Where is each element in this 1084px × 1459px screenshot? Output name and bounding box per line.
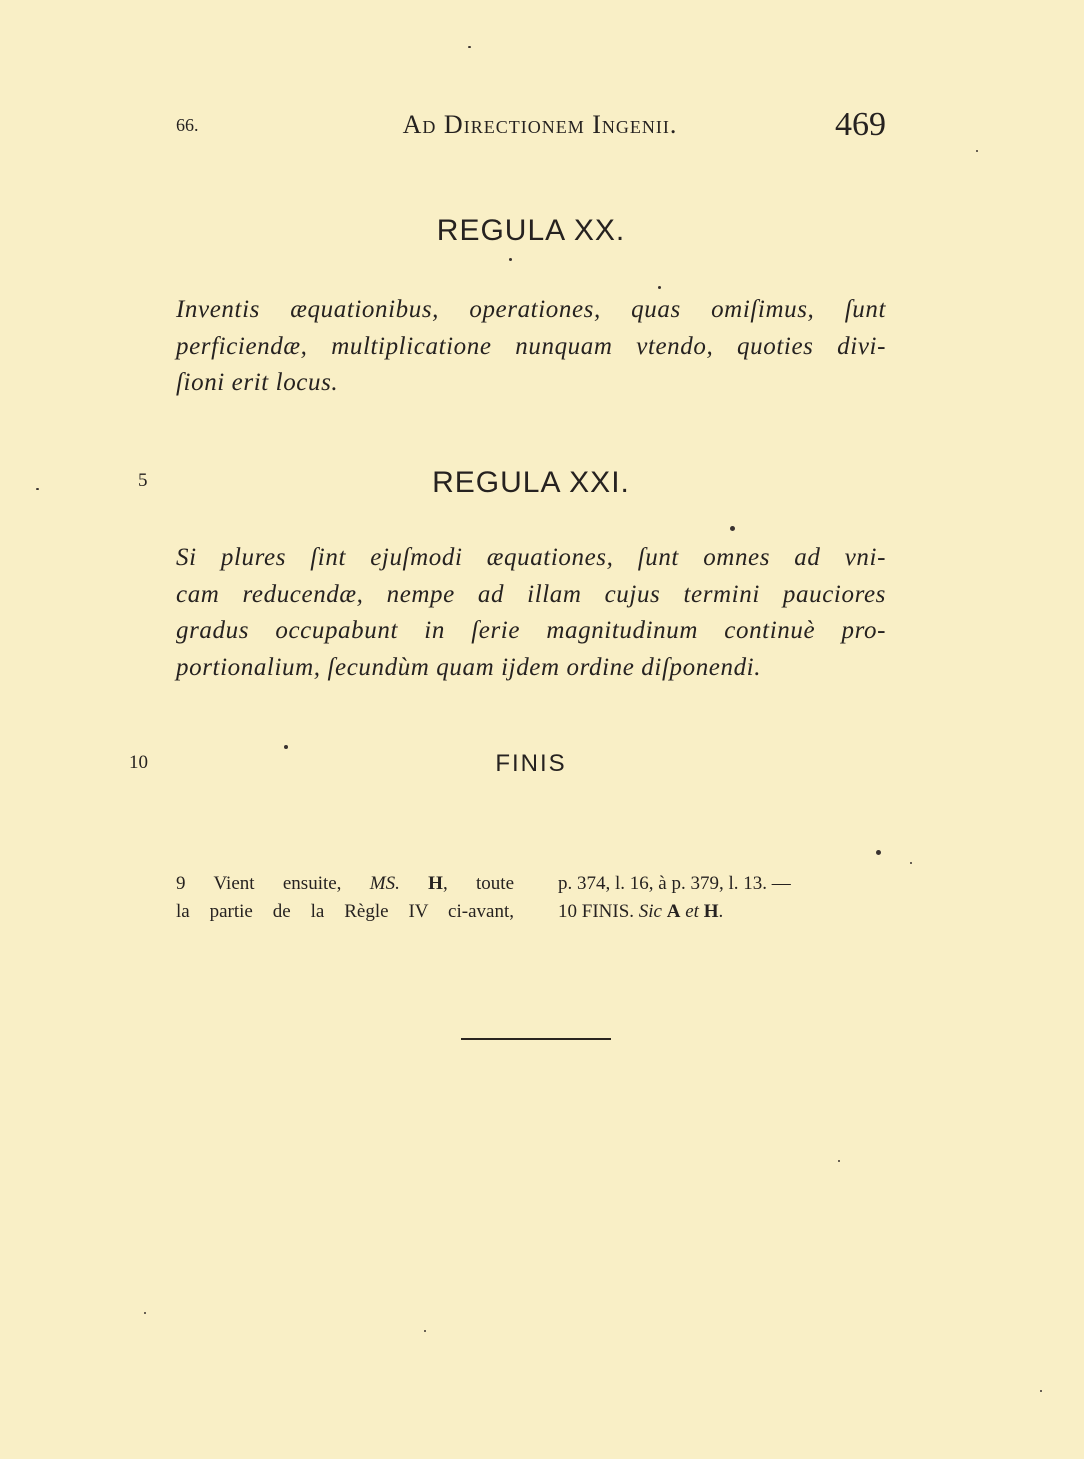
text-line: Inventis æquationibus, operationes, quas omiſimus, ſunt — [176, 296, 886, 323]
rule-heading-21: REGULA XXI. — [432, 466, 630, 499]
line-number-10: 10 — [129, 752, 148, 773]
scan-speck — [730, 526, 735, 531]
line-number-5: 5 — [138, 470, 148, 491]
footnote-line — [176, 870, 514, 898]
closing-rule — [461, 1038, 611, 1040]
rule-heading-20: REGULA XX. — [436, 214, 626, 247]
header-left-mark: 66. — [176, 115, 199, 135]
scan-speck — [876, 850, 881, 855]
footnote-line: p. 374, l. 16, à p. 379, l. 13. — — [558, 873, 791, 894]
ms-abbrev: MS. — [369, 873, 400, 894]
text-line: ſioni erit locus. — [176, 369, 339, 396]
running-title: Ad Directionem Ingenii. — [402, 110, 678, 139]
scan-speck — [1040, 1390, 1042, 1392]
text-line: Si plures ſint ejuſmodi æquationes, ſunt omnes ad vni- — [176, 544, 886, 571]
sic-word: Sic — [638, 901, 662, 922]
footnote-text: , toute — [442, 873, 515, 894]
text-line: portionalium, ſecundùm quam ijdem ordine diſponendi. — [176, 653, 762, 681]
page-number: 469 — [835, 106, 886, 143]
scan-speck — [976, 150, 978, 152]
text-line: cam reducendæ, nempe ad illam cujus termini pauciores — [176, 580, 886, 608]
finis-heading: FINIS — [495, 750, 567, 777]
footnote-line: la partie de la Règle IV ci-avant, — [176, 901, 514, 922]
scan-speck — [468, 46, 471, 48]
text-line: perficiendæ, multiplicatione nunquam vtendo, quoties divi- — [176, 332, 886, 360]
rule-text-21 — [176, 540, 886, 686]
scan-speck — [509, 258, 512, 261]
scan-speck — [658, 286, 661, 289]
et-word: et — [685, 901, 699, 922]
manuscript-siglum: H — [703, 901, 719, 922]
scan-speck — [36, 488, 39, 490]
manuscript-siglum: H — [428, 873, 443, 894]
footnote-text: Vient ensuite, — [185, 873, 370, 894]
scan-speck — [284, 745, 288, 749]
rule-text-20 — [176, 292, 886, 402]
footnote-number: 9 — [176, 873, 186, 894]
scan-speck — [144, 1312, 146, 1314]
scan-speck — [424, 1330, 426, 1332]
scan-speck — [910, 862, 912, 864]
manuscript-siglum: A — [666, 901, 681, 922]
footnote-line — [558, 898, 892, 926]
footnote-left — [176, 870, 514, 926]
footnote-text: . — [718, 901, 724, 922]
text-line: gradus occupabunt in ſerie magnitudinum continuè pro- — [176, 617, 886, 644]
scan-speck — [838, 1160, 840, 1162]
footnote-number: 10 — [558, 901, 577, 922]
footnote-text: FINIS. — [577, 901, 639, 922]
footnote-right — [558, 870, 892, 926]
